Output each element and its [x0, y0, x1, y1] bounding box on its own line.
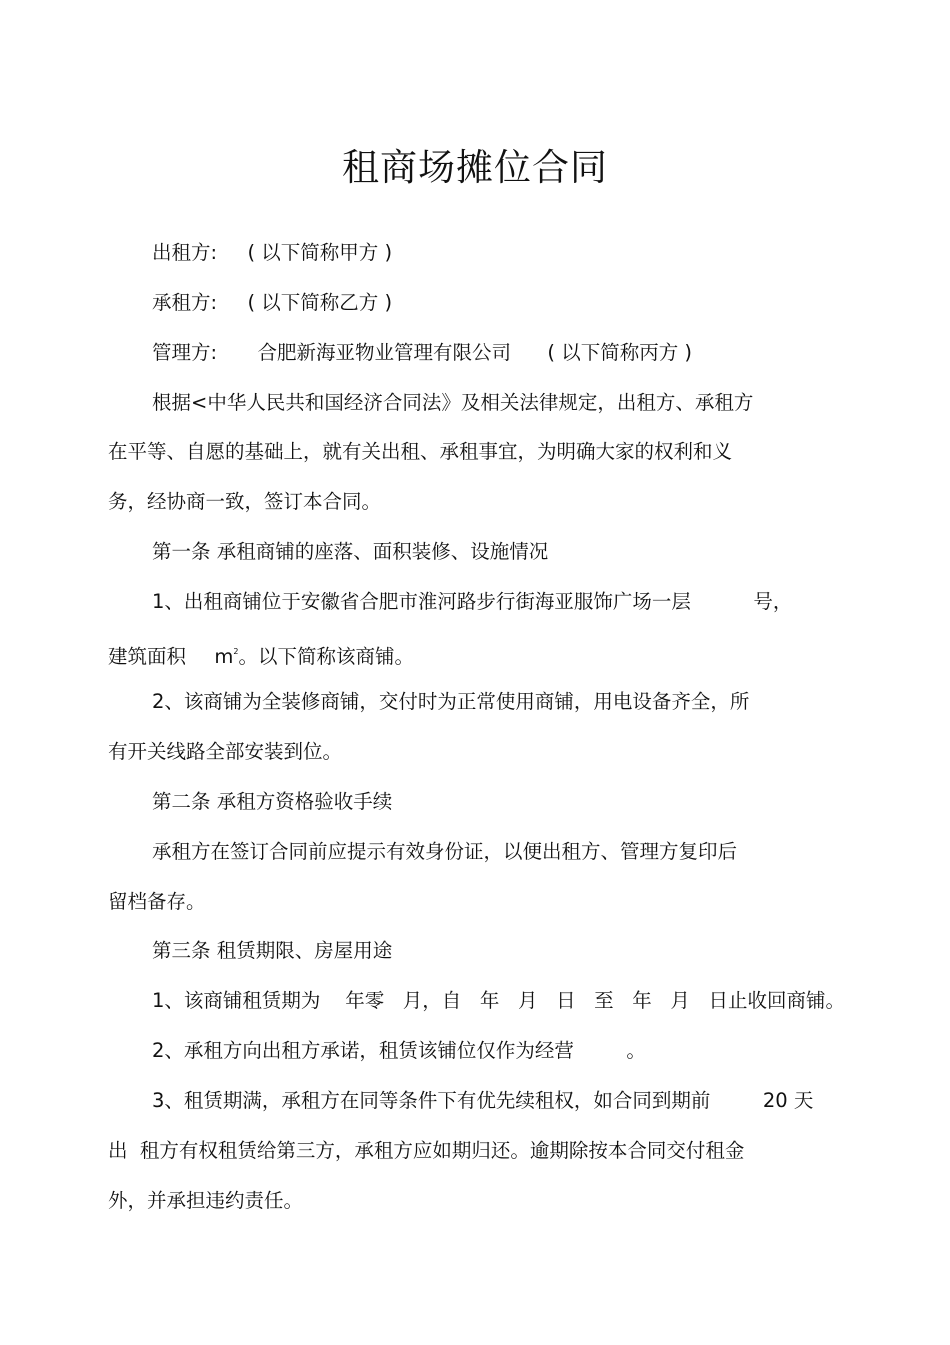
floor-area-label: 建筑面积: [108, 645, 187, 668]
preamble-line-1: 根据<中华人民共和国经济合同法》及相关法律规定，出租方、承租方: [152, 391, 754, 414]
renewal-text: 3、租赁期满，承租方在同等条件下有优先续租权，如合同到期前: [152, 1089, 711, 1112]
lessor-note: ( 以下简称甲方 ): [247, 241, 393, 264]
shop-location-text: 1、出租商铺位于安徽省合肥市淮河路步行街海亚服饰广场一层: [152, 590, 691, 613]
article-2-line-2: 留档备存。: [108, 890, 206, 913]
article-3-item-1: 1、该商铺租赁期为 年零 月，自 年 月 日 至 年 月 日止收回商铺。: [152, 989, 845, 1012]
preamble-line-2: 在平等、自愿的基础上，就有关出租、承租事宜，为明确大家的权利和义: [108, 440, 733, 463]
document-title: 租商场摊位合同: [342, 146, 608, 189]
manager-label: 管理方:: [152, 341, 218, 364]
shop-alias-text: 。以下简称该商铺。: [238, 645, 415, 668]
preamble-line-3: 务，经协商一致，签订本合同。: [108, 490, 382, 513]
manager-name: 合肥新海亚物业管理有限公司: [257, 341, 511, 364]
article-3-item-3-line-3: 外，并承担违约责任。: [108, 1189, 304, 1212]
article-3-heading: 第三条 租赁期限、房屋用途: [152, 939, 393, 962]
lessor-line: [152, 239, 392, 267]
article-1-item-2-line-1: 2、该商铺为全装修商铺，交付时为正常使用商铺，用电设备齐全，所: [152, 690, 750, 713]
article-3-item-3-line-2: 出 租方有权租赁给第三方，承租方应如期归还。逾期除按本合同交付租金: [108, 1139, 745, 1162]
article-2-heading: 第二条 承租方资格验收手续: [152, 790, 393, 813]
article-1-item-1-line-1: [152, 588, 792, 616]
article-1-heading: 第一条 承租商铺的座落、面积装修、设施情况: [152, 540, 549, 563]
renewal-days: 20 天: [762, 1089, 814, 1112]
usage-end: 。: [626, 1039, 646, 1062]
lessee-label: 承租方:: [152, 291, 218, 314]
lessor-label: 出租方:: [152, 241, 218, 264]
article-3-item-3-line-1: [152, 1087, 813, 1115]
shop-number-suffix: 号，: [753, 590, 793, 613]
manager-line: [152, 339, 692, 367]
article-3-item-2: [152, 1037, 646, 1065]
area-unit: m: [214, 645, 234, 668]
usage-text: 2、承租方向出租方承诺，租赁该铺位仅作为经营: [152, 1039, 574, 1062]
area-unit-superscript: 2: [233, 647, 239, 656]
article-1-item-2-line-2: 有开关线路全部安装到位。: [108, 740, 343, 763]
lessee-note: ( 以下简称乙方 ): [247, 291, 393, 314]
article-1-item-1-line-2: [108, 638, 414, 666]
lessee-line: [152, 289, 392, 317]
article-2-line-1: 承租方在签订合同前应提示有效身份证，以便出租方、管理方复印后: [152, 840, 738, 863]
manager-note: ( 以下简称丙方 ): [547, 341, 693, 364]
